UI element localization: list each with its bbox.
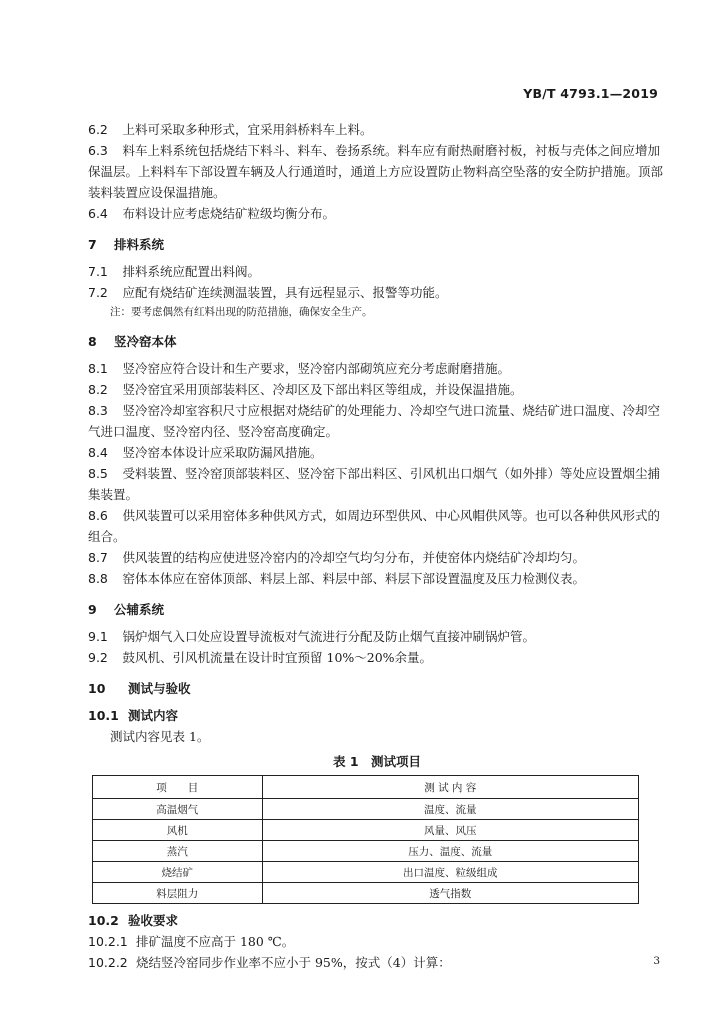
- table-row: [93, 799, 639, 820]
- section-8-heading: 8 竖冷窑本体: [88, 334, 177, 349]
- clause-8-4: 8.4 竖冷窑本体设计应采取防漏风措施。: [88, 445, 323, 460]
- table-cell: 蒸汽: [93, 841, 263, 862]
- table-row: [93, 862, 639, 883]
- table-cell: 高温烟气: [93, 799, 263, 820]
- clause-9-1: 9.1 锅炉烟气入口处应设置导流板对气流进行分配及防止烟气直接冲刷锅炉管。: [88, 629, 536, 644]
- table-cell: 透气指数: [262, 883, 638, 904]
- clause-8-2: 8.2 竖冷窑宜采用顶部装料区、冷却区及下部出料区等组成，并设保温措施。: [88, 382, 523, 397]
- table-cell: 风机: [93, 820, 263, 841]
- clause-9-2: 9.2 鼓风机、引风机流量在设计时宜预留 10%～20%余量。: [88, 650, 433, 665]
- table-cell: 烧结矿: [93, 862, 263, 883]
- section-9-heading: 9 公辅系统: [88, 602, 165, 617]
- table-cell: 风量、风压: [262, 820, 638, 841]
- test-items-table: [92, 775, 639, 904]
- clause-6-2: 6.2 上料可采取多种形式，宜采用斜桥料车上料。: [88, 122, 373, 137]
- clause-7-1: 7.1 排料系统应配置出料阀。: [88, 264, 261, 279]
- clause-8-1: 8.1 竖冷窑应符合设计和生产要求，竖冷窑内部砌筑应充分考虑耐磨措施。: [88, 361, 511, 376]
- standard-code: YB/T 4793.1—2019: [523, 86, 658, 101]
- table-1-caption: 表 1 测试项目: [332, 754, 422, 769]
- clause-10-2-2: 10.2.2 烧结竖冷窑同步作业率不应小于 95%，按式（4）计算：: [88, 955, 451, 970]
- section-7-note: 注：要考虑偶然有红料出现的防范措施，确保安全生产。: [110, 306, 373, 318]
- clause-8-3: 8.3 竖冷窑冷却室容积尺寸应根据对烧结矿的处理能力、冷却空气进口流量、烧结矿进口温度、冷却空气进口温度、竖冷窑内径、竖冷窑高度确定。: [88, 403, 661, 439]
- clause-10-2-1: 10.2.1 排矿温度不应高于 180 ℃。: [88, 934, 295, 949]
- table-row: [93, 841, 639, 862]
- clause-6-4: 6.4 布料设计应考虑烧结矿粒级均衡分布。: [88, 206, 336, 221]
- body-content: [88, 119, 666, 973]
- clause-7-2: 7.2 应配有烧结矿连续测温装置，具有远程显示、报警等功能。: [88, 285, 448, 300]
- table-cell: 温度、流量: [262, 799, 638, 820]
- table-header-content: 测 试 内 容: [262, 776, 638, 799]
- table-header-item: 项 目: [93, 776, 263, 799]
- clause-8-5: 8.5 受料装置、竖冷窑顶部装料区、竖冷窑下部出料区、引风机出口烟气（如外排）等处应设置烟尘捕集装置。: [88, 466, 661, 502]
- table-row: [93, 820, 639, 841]
- table-cell: 出口温度、粒级组成: [262, 862, 638, 883]
- table-row: [93, 883, 639, 904]
- section-7-heading: 7 排料系统: [88, 237, 165, 252]
- clause-8-7: 8.7 供风装置的结构应使进竖冷窑内的冷却空气均匀分布，并使窑体内烧结矿冷却均匀。: [88, 550, 586, 565]
- clause-8-8: 8.8 窑体本体应在窑体顶部、料层上部、料层中部、料层下部设置温度及压力检测仪表。: [88, 571, 586, 586]
- table-header-row: [93, 776, 639, 799]
- subsection-10-2-heading: 10.2 验收要求: [88, 913, 179, 928]
- page-number: 3: [653, 955, 660, 967]
- clause-8-6: 8.6 供风装置可以采用窑体多种供风方式，如周边环型供风、中心风帽供风等。也可以各种供风形式的组合。: [88, 508, 661, 544]
- subsection-10-1-text: 测试内容见表 1。: [110, 729, 210, 744]
- section-10-heading: 10 测试与验收: [88, 681, 191, 696]
- subsection-10-1-heading: 10.1 测试内容: [88, 708, 179, 723]
- table-cell: 料层阻力: [93, 883, 263, 904]
- clause-6-3: 6.3 料车上料系统包括烧结下料斗、料车、卷扬系统。料车应有耐热耐磨衬板，衬板与壳体之间应增加保温层。上料料车下部设置车辆及人行通道时，通道上方应设置防止物料高空坠落的安全防护措施。顶部装料装置应设保温措施。: [88, 143, 664, 200]
- table-cell: 压力、温度、流量: [262, 841, 638, 862]
